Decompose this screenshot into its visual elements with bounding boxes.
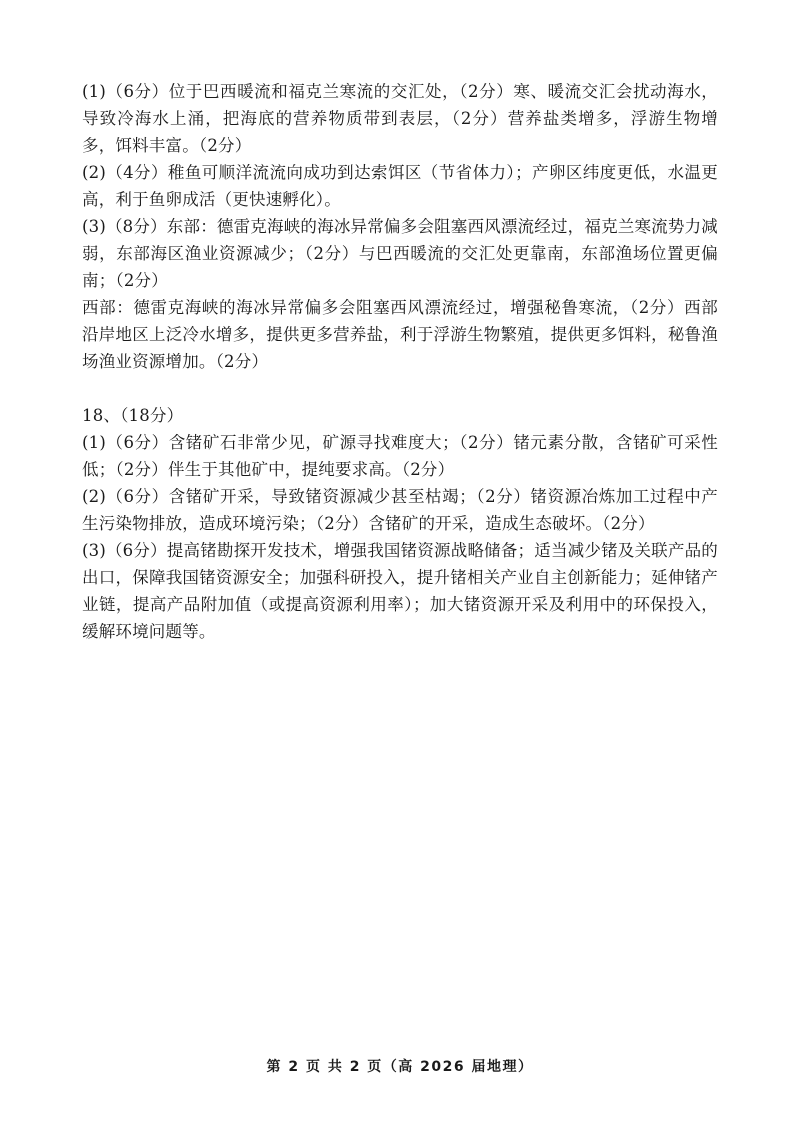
q17-part1-answer: (1)（6分）位于巴西暖流和福克兰寒流的交汇处，（2分）寒、暖流交汇会扰动海水，导致冷海水上涌，把海底的营养物质带到表层，（2分）营养盐类增多，浮游生物增多，饵料丰富。（2分） [82, 82, 718, 155]
section-spacer [82, 375, 718, 402]
answer-content [82, 78, 718, 645]
q17-part2-answer: (2)（4分）稚鱼可顺洋流流向成功到达索饵区（节省体力）；产卵区纬度更低，水温更高，利于鱼卵成活（更快速孵化）。 [82, 163, 718, 209]
q18-part2-answer: (2)（6分）含锗矿开采，导致锗资源减少甚至枯竭；（2分）锗资源冶炼加工过程中产生污染物排放，造成环境污染；（2分）含锗矿的开采，造成生态破坏。（2分） [82, 487, 718, 533]
q18-part1-answer: (1)（6分）含锗矿石非常少见，矿源寻找难度大；（2分）锗元素分散，含锗矿可采性低；（2分）伴生于其他矿中，提纯要求高。（2分） [82, 433, 718, 479]
q17-part3-east-answer: (3)（8分）东部：德雷克海峡的海冰异常偏多会阻塞西风漂流经过，福克兰寒流势力减弱，东部海区渔业资源减少；（2分）与巴西暖流的交汇处更靠南，东部渔场位置更偏南；（2分） [82, 217, 718, 290]
page-footer: 第 2 页 共 2 页（高 2026 届地理） [266, 1059, 534, 1075]
q17-part3-west-answer: 西部：德雷克海峡的海冰异常偏多会阻塞西风漂流经过，增强秘鲁寒流，（2分）西部沿岸地区上泛冷水增多，提供更多营养盐，利于浮游生物繁殖，提供更多饵料，秘鲁渔场渔业资源增加。（2分） [82, 298, 718, 371]
q18-part3-answer: (3)（6分）提高锗勘探开发技术，增强我国锗资源战略储备；适当减少锗及关联产品的出口，保障我国锗资源安全；加强科研投入，提升锗相关产业自主创新能力；延伸锗产业链，提高产品附加值（或提高资源利用率）；加大锗资源开采及利用中的环保投入，缓解环境问题等。 [82, 541, 718, 641]
q18-heading: 18、（18分） [82, 406, 184, 425]
